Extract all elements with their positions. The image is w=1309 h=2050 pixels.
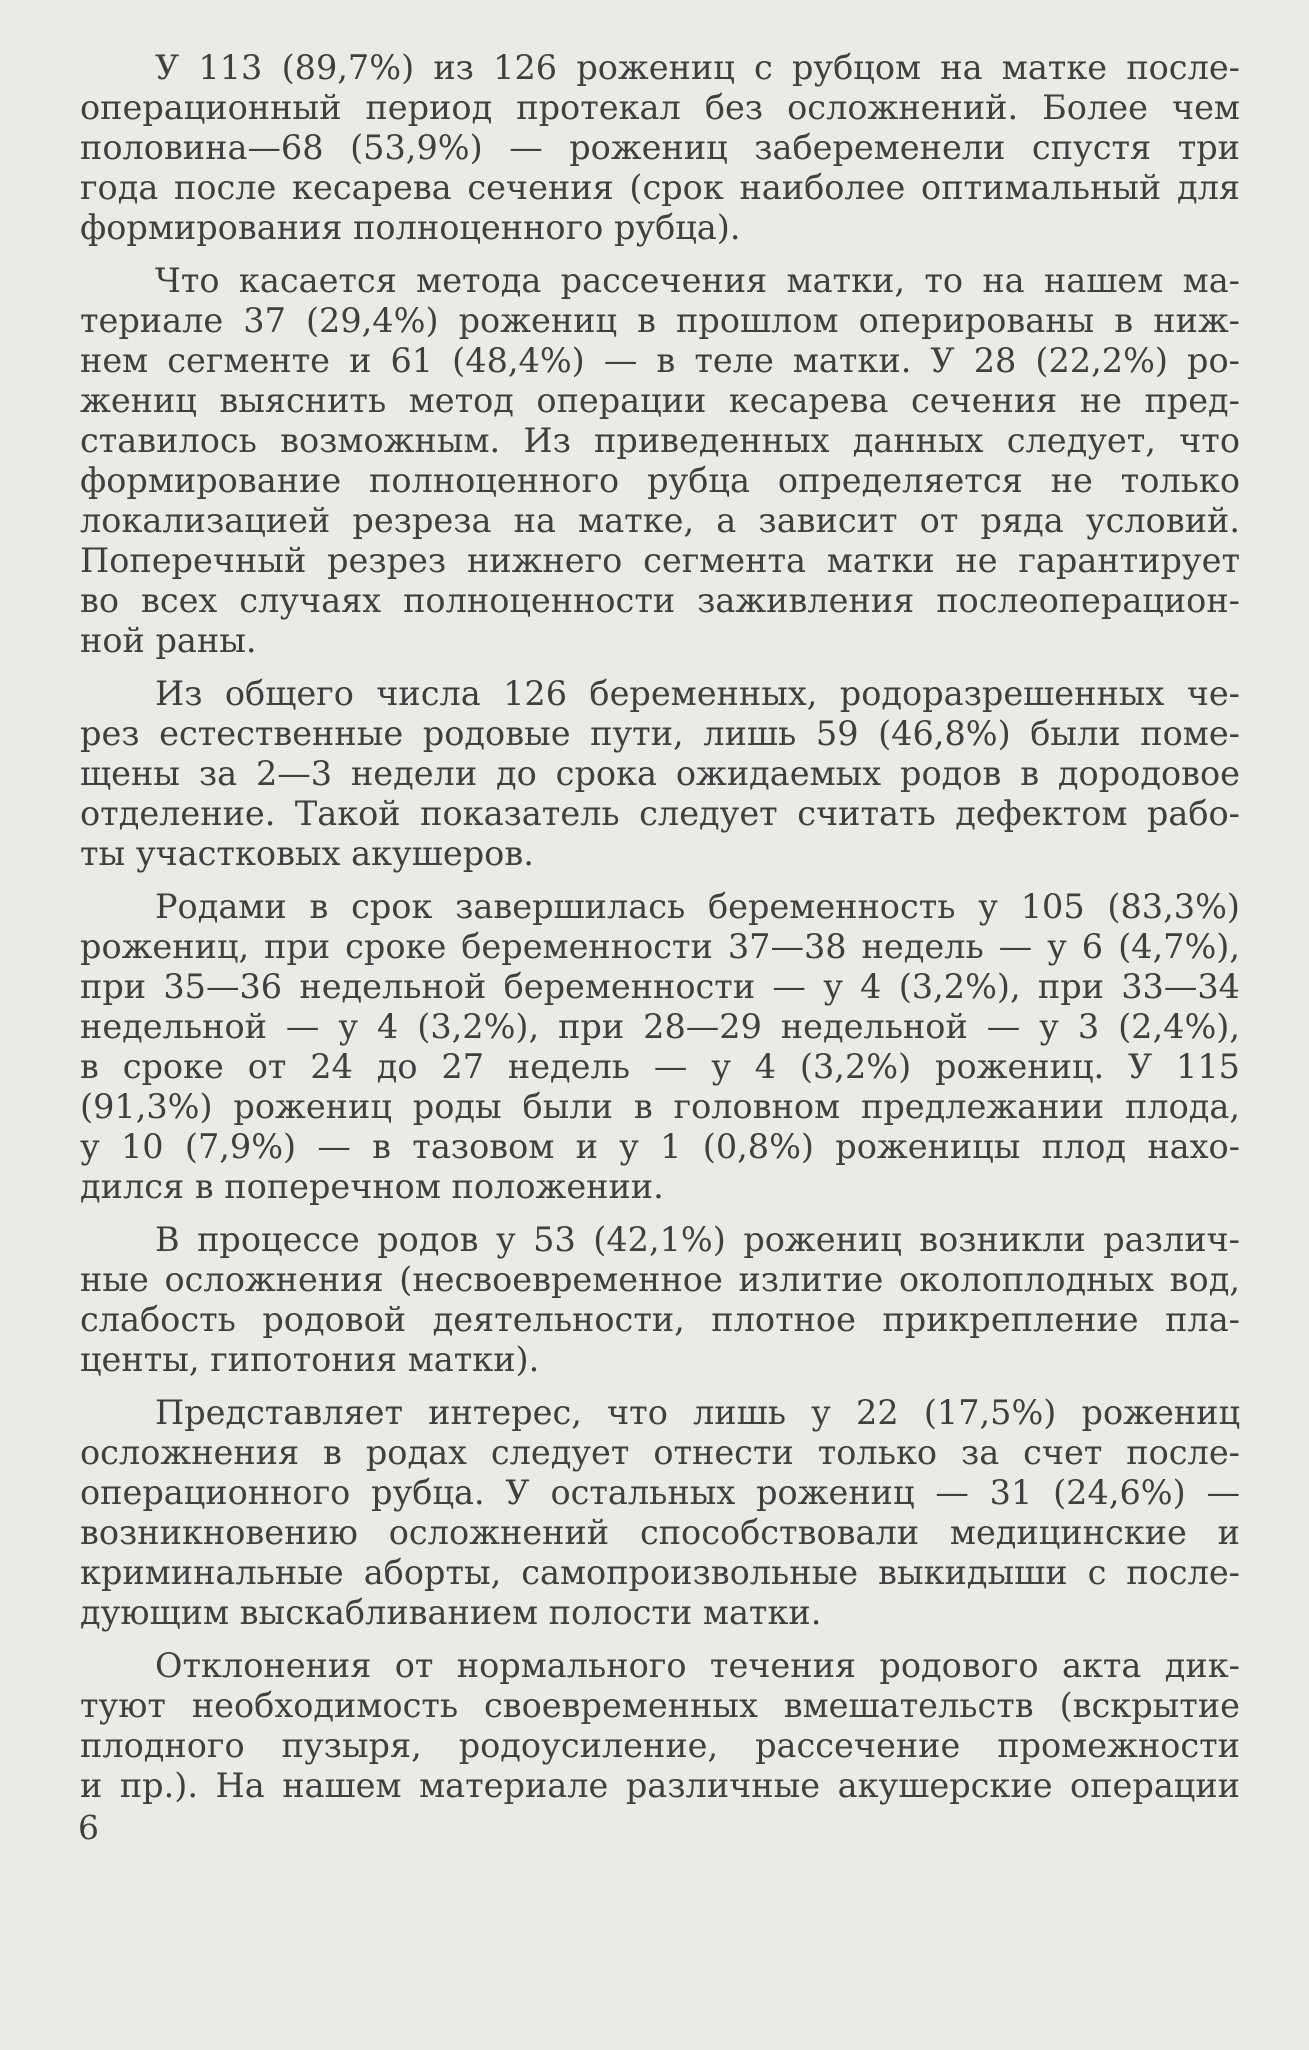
paragraph <box>80 674 1240 874</box>
text-line: операционный период протекал без осложнений. Более чем <box>80 88 1240 127</box>
text-line: осложнения в родах следует отнести только за счет после- <box>80 1433 1240 1472</box>
paragraph <box>80 887 1240 1207</box>
text-line: туют необходимость своевременных вмешательств (вскрытие <box>80 1686 1240 1725</box>
text-line: в сроке от 24 до 27 недель — у 4 (3,2%) рожениц. У 115 <box>80 1047 1240 1086</box>
text-line: операционного рубца. У остальных рожениц — 31 (24,6%) — <box>80 1473 1240 1512</box>
text-line: во всех случаях полноценности заживления послеоперацион- <box>80 581 1240 620</box>
text-line: плодного пузыря, родоусиление, рассечение промежности <box>80 1726 1240 1765</box>
paragraph <box>80 1220 1240 1380</box>
text-line: недельной — у 4 (3,2%), при 28—29 недельной — у 3 (2,4%), <box>80 1007 1240 1046</box>
text-line: центы, гипотония матки). <box>80 1340 540 1379</box>
text-line: половина—68 (53,9%) — рожениц забеременели спустя три <box>80 128 1240 167</box>
text-line: локализацией резреза на матке, а зависит от ряда условий. <box>80 501 1240 540</box>
text-line: Представляет интерес, что лишь у 22 (17,5%) рожениц <box>155 1393 1240 1432</box>
text-line: У 113 (89,7%) из 126 рожениц с рубцом на матке после- <box>155 48 1240 87</box>
text-line: формирования полноценного рубца). <box>80 208 741 247</box>
page-number: 6 <box>78 1808 99 1847</box>
text-line: Отклонения от нормального течения родового акта дик- <box>155 1646 1240 1685</box>
text-line: года после кесарева сечения (срок наиболее оптимальный для <box>80 168 1240 207</box>
text-line: у 10 (7,9%) — в тазовом и у 1 (0,8%) роженицы плод нахо- <box>80 1127 1240 1166</box>
text-line: ставилось возможным. Из приведенных данных следует, что <box>80 421 1240 460</box>
text-line: ные осложнения (несвоевременное излитие околоплодных вод, <box>80 1260 1240 1299</box>
text-line: В процессе родов у 53 (42,1%) рожениц возникли различ- <box>155 1220 1240 1259</box>
text-line: нем сегменте и 61 (48,4%) — в теле матки. У 28 (22,2%) ро- <box>80 341 1240 380</box>
text-line: рожениц, при сроке беременности 37—38 недель — у 6 (4,7%), <box>80 927 1240 966</box>
text-line: Что касается метода рассечения матки, то на нашем ма- <box>155 261 1240 300</box>
text-line: щены за 2—3 недели до срока ожидаемых родов в дородовое <box>80 754 1240 793</box>
text-line: отделение. Такой показатель следует считать дефектом рабо- <box>80 794 1240 833</box>
text-line: формирование полноценного рубца определяется не только <box>80 461 1240 500</box>
text-line: слабость родовой деятельности, плотное прикрепление пла- <box>80 1300 1240 1339</box>
text-line: жениц выяснить метод операции кесарева сечения не пред- <box>80 381 1240 420</box>
paragraph <box>80 48 1240 248</box>
text-line: териале 37 (29,4%) рожениц в прошлом оперированы в ниж- <box>80 301 1240 340</box>
text-line: возникновению осложнений способствовали медицинские и <box>80 1513 1240 1552</box>
text-line: рез естественные родовые пути, лишь 59 (46,8%) были поме- <box>80 714 1240 753</box>
text-line: Из общего числа 126 беременных, родоразрешенных че- <box>155 674 1240 713</box>
paragraph <box>80 1646 1240 1806</box>
text-line: Родами в срок завершилась беременность у 105 (83,3%) <box>155 887 1240 926</box>
text-line: ной раны. <box>80 621 257 660</box>
text-line: (91,3%) рожениц роды были в головном предлежании плода, <box>80 1087 1240 1126</box>
text-line: и пр.). На нашем материале различные акушерские операции <box>80 1766 1240 1805</box>
text-line: дился в поперечном положении. <box>80 1167 664 1206</box>
paragraph <box>80 261 1240 661</box>
paragraph <box>80 1393 1240 1633</box>
text-line: криминальные аборты, самопроизвольные выкидыши с после- <box>80 1553 1240 1592</box>
text-line: дующим выскабливанием полости матки. <box>80 1593 822 1632</box>
body-text <box>80 48 1240 1819</box>
text-line: ты участковых акушеров. <box>80 834 534 873</box>
text-line: Поперечный резрез нижнего сегмента матки не гарантирует <box>80 541 1240 580</box>
text-line: при 35—36 недельной беременности — у 4 (3,2%), при 33—34 <box>80 967 1240 1006</box>
